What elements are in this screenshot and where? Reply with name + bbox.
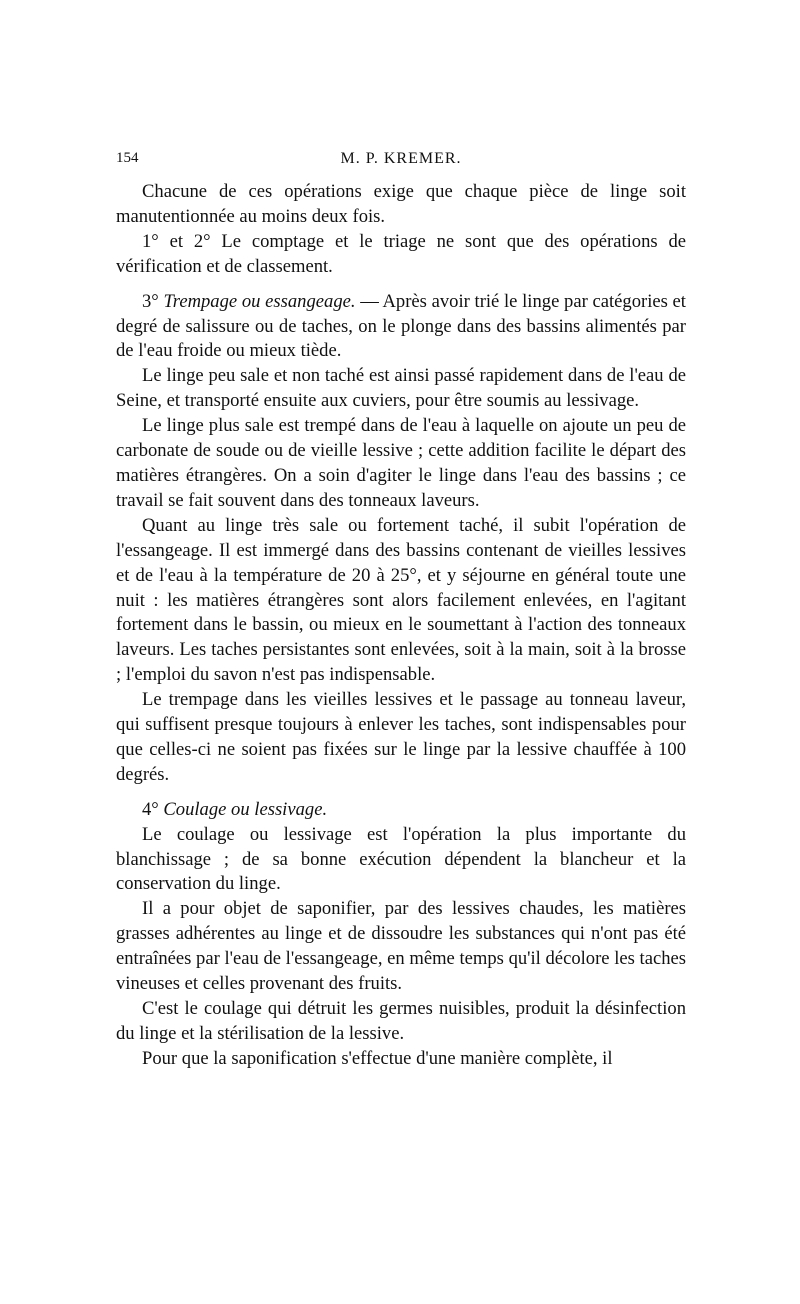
paragraph: Il a pour objet de saponifier, par des lessives chaudes, les matières grasses adhérentes au linge et de dissoudre les substances qui n'ont pas été entraînées par l'eau de l'essangeage, en même temps qu'il décolore les taches vineuses et celles provenant des fruits. <box>116 898 686 995</box>
section-3-heading-paragraph <box>116 290 686 365</box>
paragraph: Le coulage ou lessivage est l'opération la plus importante du blanchissage ; de sa bonne exécution dépendent la blancheur et la conservation du linge. <box>116 823 686 895</box>
section-4-heading <box>116 798 686 823</box>
paragraph: Chacune de ces opérations exige que chaque pièce de linge soit manutentionnée au moins deux fois. <box>116 181 686 227</box>
section-4-number: 4° <box>142 798 159 820</box>
paragraph: Le linge plus sale est trempé dans de l'eau à laquelle on ajoute un peu de carbonate de soude ou de vieille lessive ; cette addition facilite le départ des matières étrangères. On a soin d'agiter le linge dans l'eau des bassins ; ce travail se fait souvent dans des tonneaux laveurs. <box>116 415 686 511</box>
page-header <box>116 150 686 174</box>
paragraph: Pour que la saponification s'effectue d'une manière complète, il <box>142 1047 613 1069</box>
paragraph: C'est le coulage qui détruit les germes nuisibles, produit la désinfection du linge et la stérilisation de la lessive. <box>116 998 686 1044</box>
section-3-lead: — Après avoir trié le linge par catégories et degré de salissure ou de taches, on le plonge dans des bassins alimentés par de l'eau froide ou mieux tiède. <box>116 290 686 362</box>
paragraph: Le trempage dans les vieilles lessives et le passage au tonneau laveur, qui suffisent presque toujours à enlever les taches, sont indispensables pour que celles-ci ne soient pas fixées sur le linge par la lessive chauffée à 100 degrés. <box>116 689 686 785</box>
paragraph: 1° et 2° Le comptage et le triage ne sont que des opérations de vérification et de classement. <box>116 230 686 277</box>
paragraph: Quant au linge très sale ou fortement taché, il subit l'opération de l'essangeage. Il est immergé dans des bassins contenant de vieilles lessives et de l'eau à la température de 20 à 25°, et y séjourne en général toute une nuit : les matières étrangères sont alors facilement enlevées, en l'agitant fortement dans le bassin, ou mieux en le soumettant à l'action des tonneaux laveurs. Les taches persistantes sont enlevées, soit à la main, soit à la brosse ; l'emploi du savon n'est pas indispensable. <box>116 514 686 686</box>
section-3-title: Trempage ou essangeage. <box>163 290 356 312</box>
section-3-number: 3° <box>142 290 159 312</box>
section-4-title: Coulage ou lessivage. <box>163 798 328 820</box>
paragraph: Le linge peu sale et non taché est ainsi passé rapidement dans de l'eau de Seine, et transporté ensuite aux cuviers, pour être soumis au lessivage. <box>116 365 686 412</box>
page-number: 154 <box>116 150 139 166</box>
body-text <box>116 180 686 1072</box>
running-title: M. P. KREMER. <box>340 150 462 167</box>
